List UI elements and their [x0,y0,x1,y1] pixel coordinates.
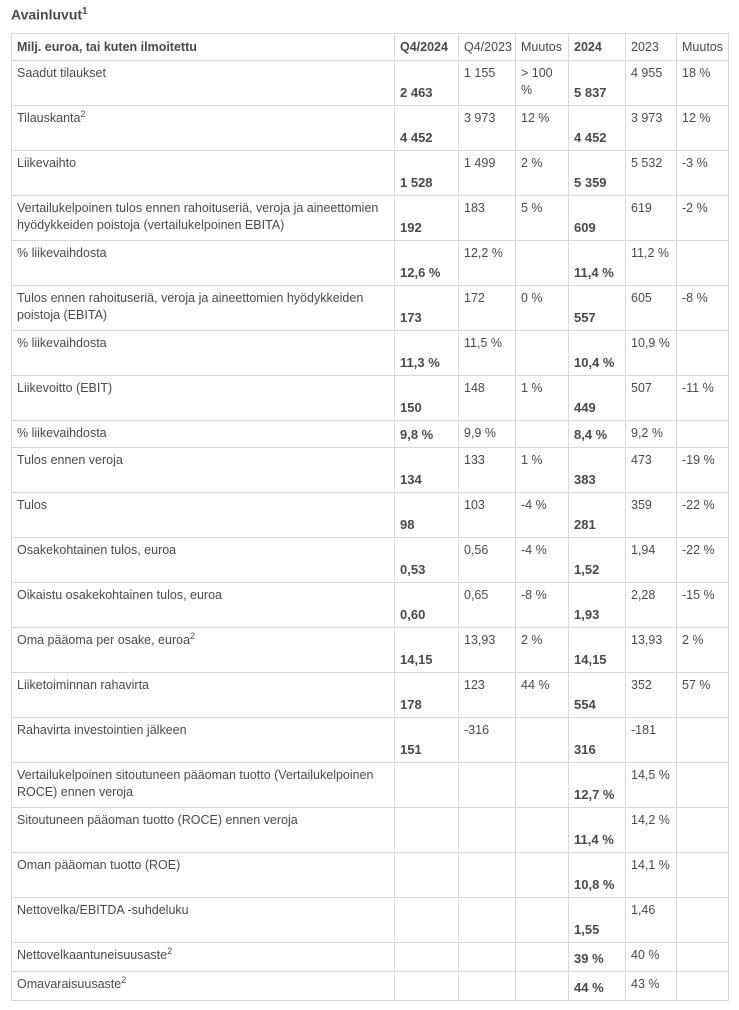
cell-2024: 1,52 [569,538,626,583]
cell-q-change: 1 % [516,376,569,421]
cell-2023: 359 [626,493,677,538]
row-label [12,493,395,538]
cell-q-change: 12 % [516,106,569,151]
cell-2024: 10,8 % [569,853,626,898]
cell-y-change [677,898,729,943]
cell-y-change: -11 % [677,376,729,421]
row-label-text: Tulos [17,498,48,512]
table-row [12,241,729,286]
cell-q4-2023 [459,972,516,1001]
row-label [12,898,395,943]
cell-q4-2023: 123 [459,673,516,718]
cell-q4-2024: 98 [395,493,459,538]
row-label-text: Osakekohtainen tulos, euroa [17,543,177,557]
cell-q-change [516,943,569,972]
row-label [12,538,395,583]
cell-2023: 14,5 % [626,763,677,808]
cell-2024: 44 % [569,972,626,1001]
cell-2024: 1,93 [569,583,626,628]
cell-q4-2023: 9,9 % [459,421,516,448]
table-row [12,718,729,763]
header-label: Milj. euroa, tai kuten ilmoitettu [12,34,395,61]
row-label-text: Sitoutuneen pääoman tuotto (ROCE) ennen veroja [17,813,298,827]
row-label [12,673,395,718]
cell-q4-2023: 103 [459,493,516,538]
table-header-row [12,34,729,61]
row-label [12,376,395,421]
cell-2023: 40 % [626,943,677,972]
row-label-text: Rahavirta investointien jälkeen [17,723,187,737]
row-label [12,448,395,493]
cell-q4-2023: 13,93 [459,628,516,673]
cell-q4-2023: 172 [459,286,516,331]
row-label [12,628,395,673]
cell-q4-2023: 11,5 % [459,331,516,376]
table-row [12,421,729,448]
cell-q4-2023 [459,763,516,808]
table-row [12,853,729,898]
cell-q4-2024: 14,15 [395,628,459,673]
row-footnote: 2 [190,630,196,641]
cell-q4-2024 [395,763,459,808]
row-label [12,331,395,376]
page-title [11,6,88,23]
cell-q4-2023: 148 [459,376,516,421]
table-row [12,763,729,808]
cell-y-change: 12 % [677,106,729,151]
cell-q4-2024: 12,6 % [395,241,459,286]
cell-q4-2023 [459,808,516,853]
row-label [12,583,395,628]
cell-y-change [677,241,729,286]
cell-q-change: 44 % [516,673,569,718]
cell-y-change: -15 % [677,583,729,628]
row-label-text: Oikaistu osakekohtainen tulos, euroa [17,588,222,602]
cell-2024: 5 359 [569,151,626,196]
cell-q4-2023 [459,898,516,943]
row-label-text: Liiketoiminnan rahavirta [17,678,150,692]
cell-q-change [516,241,569,286]
cell-2023: 2,28 [626,583,677,628]
cell-2024: 557 [569,286,626,331]
cell-q4-2024: 178 [395,673,459,718]
row-label [12,61,395,106]
row-label [12,853,395,898]
cell-q4-2023: 1 155 [459,61,516,106]
cell-2023: 4 955 [626,61,677,106]
row-label-text: % liikevaihdosta [17,336,107,350]
row-label [12,151,395,196]
row-label [12,241,395,286]
cell-2024: 554 [569,673,626,718]
cell-q4-2023: 133 [459,448,516,493]
cell-y-change: -3 % [677,151,729,196]
cell-q-change [516,808,569,853]
cell-y-change: 18 % [677,61,729,106]
cell-y-change: -22 % [677,493,729,538]
row-footnote: 2 [80,108,86,119]
row-label-text: % liikevaihdosta [17,426,107,440]
row-label-text: Nettovelkaantuneisuusaste [17,948,168,962]
row-label [12,196,395,241]
cell-2023: 3 973 [626,106,677,151]
header-2023: 2023 [626,34,677,61]
row-label-text: Tulos ennen rahoituseriä, veroja ja aineettomien hyödykkeiden poistoja (EBITA) [17,291,364,322]
cell-q4-2024: 2 463 [395,61,459,106]
cell-y-change [677,763,729,808]
cell-q-change: > 100 % [516,61,569,106]
cell-2024: 4 452 [569,106,626,151]
cell-q-change: -4 % [516,538,569,583]
cell-q4-2024 [395,808,459,853]
table-row [12,943,729,972]
cell-q-change [516,421,569,448]
cell-q-change: 0 % [516,286,569,331]
cell-q4-2024 [395,972,459,1001]
cell-q4-2024 [395,898,459,943]
cell-y-change [677,808,729,853]
cell-2024: 449 [569,376,626,421]
cell-q-change: 2 % [516,628,569,673]
cell-q-change [516,718,569,763]
table-row [12,628,729,673]
cell-2023: 43 % [626,972,677,1001]
row-footnote: 2 [167,945,173,956]
table-row [12,196,729,241]
row-label-text: Nettovelka/EBITDA -suhdeluku [17,903,189,917]
cell-2024: 5 837 [569,61,626,106]
cell-q-change [516,898,569,943]
cell-2023: 1,46 [626,898,677,943]
cell-q4-2023: 3 973 [459,106,516,151]
cell-2023: 473 [626,448,677,493]
row-label-text: Omavaraisuusaste [17,977,122,991]
row-label-text: Oman pääoman tuotto (ROE) [17,858,181,872]
cell-q-change [516,853,569,898]
cell-q4-2023: 12,2 % [459,241,516,286]
table-row [12,106,729,151]
cell-q4-2024: 4 452 [395,106,459,151]
row-label-text: Saadut tilaukset [17,66,106,80]
cell-q4-2024: 150 [395,376,459,421]
cell-q4-2024: 0,60 [395,583,459,628]
row-label-text: Liikevoitto (EBIT) [17,381,113,395]
cell-2024: 609 [569,196,626,241]
table-row [12,448,729,493]
cell-2023: 14,1 % [626,853,677,898]
cell-y-change [677,718,729,763]
row-label [12,718,395,763]
row-label [12,972,395,1001]
cell-q4-2024: 11,3 % [395,331,459,376]
cell-2024: 383 [569,448,626,493]
cell-2024: 316 [569,718,626,763]
cell-q-change: -4 % [516,493,569,538]
table-row [12,286,729,331]
title-footnote: 1 [82,6,88,17]
cell-y-change: -2 % [677,196,729,241]
row-footnote: 2 [121,974,127,985]
row-label-text: % liikevaihdosta [17,246,107,260]
row-label [12,943,395,972]
cell-2024: 11,4 % [569,808,626,853]
cell-q4-2023 [459,853,516,898]
cell-q4-2024 [395,943,459,972]
cell-2023: 1,94 [626,538,677,583]
row-label-text: Vertailukelpoinen sitoutuneen pääoman tuotto (Vertailukelpoinen ROCE) ennen veroja [17,768,374,799]
cell-q-change: -8 % [516,583,569,628]
row-label-text: Tulos ennen veroja [17,453,123,467]
table-row [12,808,729,853]
header-q-change: Muutos [516,34,569,61]
cell-q4-2023 [459,943,516,972]
cell-q4-2024: 0,53 [395,538,459,583]
cell-q4-2024 [395,853,459,898]
header-q4-2024: Q4/2024 [395,34,459,61]
table-row [12,583,729,628]
cell-2023: 9,2 % [626,421,677,448]
cell-y-change: -22 % [677,538,729,583]
cell-q4-2024: 134 [395,448,459,493]
cell-2024: 11,4 % [569,241,626,286]
cell-q-change: 2 % [516,151,569,196]
cell-q4-2023: 0,56 [459,538,516,583]
table-row [12,331,729,376]
table-row [12,376,729,421]
cell-q-change [516,972,569,1001]
cell-2024: 1,55 [569,898,626,943]
cell-2023: 13,93 [626,628,677,673]
cell-y-change: -19 % [677,448,729,493]
cell-q4-2024: 173 [395,286,459,331]
cell-2023: 605 [626,286,677,331]
header-q4-2023: Q4/2023 [459,34,516,61]
cell-2023: 507 [626,376,677,421]
cell-q4-2024: 1 528 [395,151,459,196]
cell-q4-2023: 183 [459,196,516,241]
table-row [12,972,729,1001]
row-label [12,106,395,151]
header-y-change: Muutos [677,34,729,61]
cell-q4-2023: 1 499 [459,151,516,196]
cell-2023: 352 [626,673,677,718]
cell-2023: 5 532 [626,151,677,196]
cell-y-change [677,331,729,376]
title-text: Avainluvut [11,6,83,23]
table-row [12,898,729,943]
cell-y-change [677,853,729,898]
cell-y-change: 57 % [677,673,729,718]
cell-2024: 12,7 % [569,763,626,808]
table-row [12,493,729,538]
row-label-text: Oma pääoma per osake, euroa [17,633,191,647]
cell-2024: 281 [569,493,626,538]
row-label-text: Tilauskanta [17,111,81,125]
cell-2024: 14,15 [569,628,626,673]
row-label-text: Vertailukelpoinen tulos ennen rahoituseriä, veroja ja aineettomien hyödykkeiden poistoja (vertailukelpoinen EBITA) [17,201,379,232]
row-label [12,286,395,331]
row-label-text: Liikevaihto [17,156,77,170]
cell-2023: 11,2 % [626,241,677,286]
cell-2024: 10,4 % [569,331,626,376]
cell-q-change [516,763,569,808]
row-label [12,808,395,853]
cell-q4-2024: 192 [395,196,459,241]
cell-y-change: 2 % [677,628,729,673]
cell-q-change: 5 % [516,196,569,241]
cell-2023: 14,2 % [626,808,677,853]
cell-q4-2024: 9,8 % [395,421,459,448]
table-row [12,538,729,583]
cell-2024: 8,4 % [569,421,626,448]
cell-y-change [677,972,729,1001]
cell-2023: 10,9 % [626,331,677,376]
cell-2023: -181 [626,718,677,763]
cell-y-change [677,943,729,972]
key-figures-table [11,33,729,1001]
cell-y-change [677,421,729,448]
table-row [12,61,729,106]
cell-2024: 39 % [569,943,626,972]
header-2024: 2024 [569,34,626,61]
cell-q4-2024: 151 [395,718,459,763]
cell-2023: 619 [626,196,677,241]
table-row [12,151,729,196]
cell-y-change: -8 % [677,286,729,331]
table-row [12,673,729,718]
cell-q-change [516,331,569,376]
row-label [12,763,395,808]
cell-q4-2023: 0,65 [459,583,516,628]
cell-q-change: 1 % [516,448,569,493]
row-label [12,421,395,448]
cell-q4-2023: -316 [459,718,516,763]
